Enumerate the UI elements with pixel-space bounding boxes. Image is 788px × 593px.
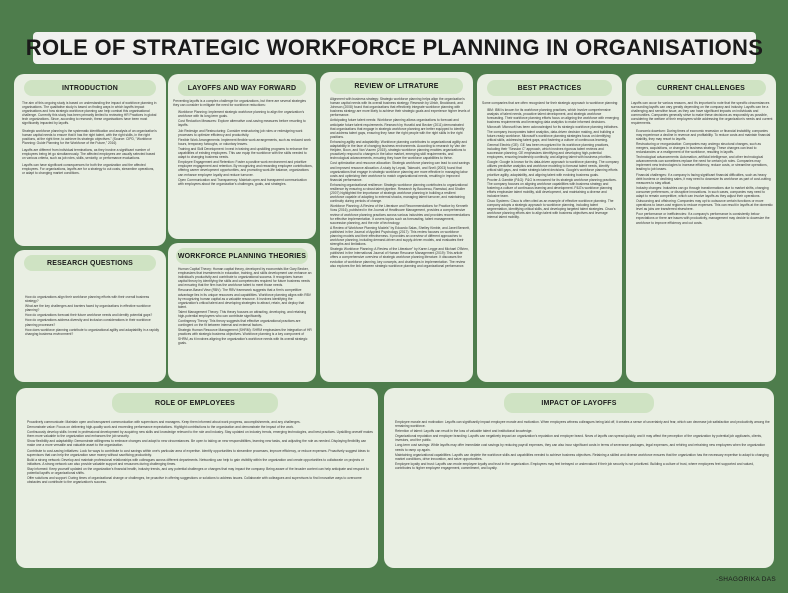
layoff-impact-item: • Long-term cost savings: While layoffs may offer immediate cost savings by reducing payroll expenses, they can also incur significant costs in terms of severance packages, legal expenses, and rehiring and retraining new employees when the organization needs to ramp up again. — [395, 443, 770, 451]
challenge-item: • Economic downturn: During times of economic recession or financial instability, companies may experience a decline in revenue and profitability. To reduce costs and maintain financial stability, they may resort to layoffs. — [636, 129, 773, 141]
literature-item: • Strategic Workforce Planning: A Review of the Literature" by Karen Legge and Michael O'Brien, published in the International Journal of Human Resource Management (2019): This article offers a comprehensive overview of strategic workforce planning literature. It discusses the evolution of workforce planning, key concepts, and challenges in implementation. The review also explores the link between strategic workforce planning and organizational performance. — [330, 247, 470, 267]
employee-role-item: • Proactively communicate: Maintain open and transparent communication with supervisors and managers. Keep them informed about work progress, accomplishments, and any challenges. — [27, 420, 374, 424]
challenge-item: • Poor performance or inefficiencies: If a company's performance is consistently below expectations or there are issues with productivity, management may decide to downsize the workforce to improve efficiency and cut costs. — [636, 212, 773, 224]
literature-item: • Enhancing organizational resilience: Strategic workforce planning contributes to organizational resilience by ensuring a robust talent pipeline. Research by Boudreau, Ramstad, and Shuller (2007) highlighted the importance of strategic workforce planning in building a resilient workforce capable of adapting to external shocks, managing talent turnover, and maintaining continuity during periods of change. — [330, 183, 470, 203]
employee-role-item: • Demonstrate value: Focus on delivering high-quality work and exceeding performance expectations. Highlight contributions to the organization and demonstrate the impact of the work. — [27, 425, 374, 429]
theory-item: • Talent Management Theory: This theory focuses on attracting, developing, and retaining high-potential employees who can contribute significantly. — [178, 310, 313, 318]
research-question: • How do organizations forecast their future workforce needs and identify potential gaps? — [25, 313, 160, 317]
introduction-paragraph: Strategic workforce planning is the systematic identification and analysis of an organization's human capital needs to ensure that it has the right talent, with the right skills, in the right positions, at the right time, to achieve its strategic objectives." (Source: CIPD, "Workforce Planning: Guide Planning for the Workforce of the Future," 2016) — [22, 128, 157, 145]
challenge-item: • Financial challenges: If a company is facing significant financial difficulties, such as heavy debt burdens or declining sales, it may need to downsize its workforce as part of cost-cutting measures to stay afloat. — [636, 173, 773, 185]
best-practice-item: • Microsoft: Microsoft has been acknowledged for its strategic workforce planning initiatives. The company incorporates talent analytics, data-driven decision making, and building a future-ready workforce. Microsoft's workforce planning strategies focus on identifying critical skills, addressing talent gaps, and fostering a culture of continuous learning. — [487, 125, 619, 141]
theory-item: • Human Capital Theory: Human capital theory, developed by economists like Gary Becker, emphasizes that investments in education, training, and skills development can enhance an individual's productivity and contribute to organizational success. It recognizes human capital theory by identifying the skills and competencies required for future business needs and ensuring that the firm has the workforce talent to meet those needs. — [178, 267, 313, 287]
layoff-impact-item: • Organizational reputation and employer branding: Layoffs can negatively impact an organization's reputation and employer brand. News of layoffs can spread quickly, and it may affect the perception of the organization by potential job applicants, clients, investors, and the public. — [395, 434, 770, 442]
current-challenges-panel — [626, 74, 776, 382]
employee-role-item: • Offer solutions and support: During times of organizational change or challenges, be proactive in offering suggestions or solutions to address issues. Collaborate with colleagues and supervisors to find innovative ways to overcome obstacles and contribute to the organization's success. — [27, 476, 374, 484]
layoff-strategy: • Workforce Planning: Implement strategic workforce planning to align the organization's workforce with its long-term goals. — [178, 110, 313, 118]
research-question: • What are the key challenges and barriers faced by organizations in effective workforce planning? — [25, 304, 160, 312]
research-questions-body — [20, 295, 160, 375]
role-of-employees-body — [22, 420, 374, 565]
literature-item: • Alignment with business strategy: Strategic workforce planning helps align the organization's human capital needs with its overall business strategy. Research by Ulrich, Brockbank, and Johnson (2008) found that organizations that effectively integrate workforce planning with business strategy are more likely to achieve their strategic goals and experience higher levels of performance. — [330, 97, 470, 117]
research-questions-panel — [14, 250, 166, 382]
theory-item: • Strategic Human Resource Management (SHRM): SHRM emphasizes the integration of HR practices with strategic business objectives. Workforce planning is a key component of SHRM, as it involves aligning the organization's workforce needs with its overall strategic goals. — [178, 328, 313, 344]
layoff-strategy: • Cost Reduction Measures: Explore alternative cost-saving measures before resorting to layoffs. — [178, 119, 313, 127]
best-practice-item: • IBM: IBM is known for its workforce planning practices, which involve comprehensive analysis of talent needs, proactive talent development, and strategic workforce forecasting. Their workforce planning efforts focus on aligning the workforce with emerging business requirements and leveraging data analytics to make informed decisions. — [487, 108, 619, 124]
impact-of-layoffs-body — [390, 420, 770, 565]
research-questions-heading: RESEARCH QUESTIONS — [24, 255, 156, 271]
employee-role-item: • Build a strong network: Develop and maintain professional relationships with colleagues across different departments. Networking can help to gain visibility within the organization and create opportunities to collaborate on projects or initiatives. A strong network can also provide valuable support and resources during challenging times. — [27, 458, 374, 466]
workforce-theories-heading: WORKFORCE PLANNING THEORIES — [176, 248, 308, 264]
employee-role-item: • Contribute to cost-saving initiatives: Look for ways to contribute to cost savings within one's particular area of expertise. Identify opportunities to streamline processes, improve efficiency, or reduce expenses. Proactively suggest ideas to supervisors that can help the organization save money without sacrificing productivity. — [27, 449, 374, 457]
best-practices-body — [482, 101, 619, 379]
theory-item: • Resource-Based View (RBV): The RBV framework suggests that a firm's competitive advantage lies in its unique resources and capabilities. Workforce planning aligns with RBV by recognizing human capital as a valuable resource. It involves identifying the organization's critical talent and developing strategies to attract, retain, and deploy that talent. — [178, 288, 313, 308]
literature-panel — [320, 72, 473, 382]
layoffs-way-forward-panel — [168, 74, 316, 239]
layoff-strategy: • Flexible Work Arrangements: Implement flexible work arrangements, such as reduced work hours, temporary furloughs, or voluntary leaves. — [178, 138, 313, 146]
best-practices-heading: BEST PRACTICES — [487, 80, 612, 96]
challenge-item: • Industry changes: Industries can go through transformations due to market shifts, changing consumer preferences, or disruptive innovations. In such cases, companies may need to adapt to remain competitive, which can involve layoffs as they adjust their operations. — [636, 186, 773, 198]
theory-item: • Contingency Theory: This theory suggests that effective organizational practices are contingent on the fit between internal and external factors. — [178, 319, 313, 327]
layoffs-way-forward-heading: LAYOFFS AND WAY FORWARD — [178, 80, 306, 96]
best-practice-item: • General Electric (GE): GE has been recognized for its workforce planning practices, including their "Session C" approach, which involves rigorous talent reviews and succession planning. GE emphasizes identifying and developing high-potential employees, ensuring leadership continuity, and aligning talent with business priorities. — [487, 143, 619, 159]
introduction-paragraph: The aim of this ongoing study is based on understanding the impact of workforce planning in organisations. The qualitative study is based on finding ways in which layoffs impact organisations and how strategic workforce planning can help combat this organisational challenge. Currently this study has been primarily limited to reviewing HR Practices in global tech organizations. Since, according to research, these organisations have been most significantly impacted by layoffs. — [22, 101, 157, 126]
layoff-impact-item: • Employee morale and motivation: Layoffs can significantly impact employee morale and motivation. When employees witness colleagues being laid off, it creates a sense of uncertainty and fear, which can decrease job satisfaction and productivity among the remaining workforce. — [395, 420, 770, 428]
poster-title: ROLE OF STRATEGIC WORKFORCE PLANNING IN ORGANISATIONS — [25, 35, 764, 60]
role-of-employees-heading: ROLE OF EMPLOYEES — [112, 393, 278, 413]
layoff-impact-item: • Retention of talent: Layoffs can result in the loss of valuable talent and institutional knowledge. — [395, 429, 770, 433]
introduction-panel — [14, 74, 166, 246]
workforce-theories-body — [173, 267, 313, 379]
literature-item: • A Review of Workforce Planning Models" by Eduardo Salas, Shelley Kimble, and Janet Bennett, published in the Journal of Applied Psychology (2017): This review focuses on workforce planning models and their effectiveness. It provides an overview of different approaches to workforce planning, including demand-driven and supply-driven models, and evaluates their strengths and limitations. — [330, 226, 470, 246]
literature-item: • Workforce Planning: A Review of the Literature and Recommendations for Practice by Kenneth Voss (2016), published in the Journal of Healthcare Management, provides a comprehensive review of workforce planning practices across various industries and provides recommendations for effective implementation. It covers topics such as forecasting, talent management, succession planning, and the role of technology. — [330, 204, 470, 224]
introduction-body — [22, 101, 158, 243]
best-practice-item: • Cisco Systems: Cisco is often cited as an example of effective workforce planning. The company adopts a strategic approach to workforce planning, including talent segmentation, identifying critical skills, and developing targeted talent strategies. Cisco's workforce planning efforts aim to align talent with business objectives and leverage internal talent mobility. — [487, 199, 619, 219]
current-challenges-body — [631, 101, 773, 379]
layoff-strategy: • Employee Engagement and Retention: Foster a positive work environment and prioritize employee engagement and retention. By recognizing and rewarding employee contributions, offering career development opportunities, and promoting work-life balance, organizations can enhance employee loyalty and reduce turnover. — [178, 160, 313, 176]
literature-item: • Cost optimization and resource allocation: Strategic workforce planning can lead to cost savings and improved resource allocation. A study by Lepak, Takeuchi, and Snell (2003) found that organizations that engage in strategic workforce planning are more effective in managing labor costs and optimizing their workforce to match organizational needs, resulting in improved financial performance. — [330, 161, 470, 181]
layoff-strategy: • Training and Skill Development: Invest in training and upskilling programs to enhance the capabilities of existing employees. This can equip the workforce with the skills needed to adapt to changing business needs. — [178, 147, 313, 159]
research-question: • How does workforce planning contribute to organizational agility and adaptability in a rapidly changing business environment? — [25, 328, 160, 336]
layoff-strategy: • Job Redesign and Restructuring: Consider restructuring job roles or redesigning work processes to optimize efficiency and productivity. — [178, 129, 313, 137]
literature-item: • Enhancing agility and adaptability: Workforce planning contributes to organizational agility and adaptability in the face of changing business environments. According to research by Van der Heijden, Boon, and Van Vuuren (2015), strategic workforce planning enables organizations to proactively respond to changes in the labor market, emerging skill requirements, and technological advancements, ensuring they have the workforce capabilities to thrive. — [330, 140, 470, 160]
research-question: • How do organizations address diversity and inclusion considerations in their workforce planning processes? — [25, 318, 160, 326]
literature-heading: REVIEW OF LITRATURE — [330, 78, 463, 94]
current-challenges-heading: CURRENT CHALLENGES — [636, 80, 766, 96]
layoffs-intro: Preventing layoffs is a complex challenge for organizations, but there are several strategies they can consider to mitigate the need for workforce reductions: — [173, 99, 306, 108]
employee-role-item: • Stay informed: Keep yourself updated on the organization's financial health, industry trends, and any potential challenges or changes that may impact the company. Being aware of the broader context can help anticipate and respond to potential layoffs or organizational shifts. — [27, 467, 374, 475]
employee-role-item: • Continuously develop skills: Invest in professional development by acquiring new skills and knowledge relevant to the role and industry. Stay updated on industry trends, emerging technologies, and best practices. Upskilling oneself makes them more valuable to the organization and enhances the job security. — [27, 430, 374, 438]
best-practice-item: • Google: Google is known for its data-driven approach to workforce planning. The company utilizes predictive analytics and workforce modeling to forecast talent needs, identify critical skill gaps, and make strategic talent decisions. Google's workforce planning efforts prioritize agility, adaptability, and aligning talent with evolving business goals. — [487, 160, 619, 176]
best-practices-intro: Some companies that are often recognized for their strategic approach to workforce planning: — [482, 101, 619, 105]
layoff-impact-item: • Employee loyalty and trust: Layoffs can erode employee loyalty and trust in the organization. Employees may feel betrayed or undervalued if their job security is not prioritized. Building a culture of trust, where employees feel supported and valued, contributes to higher employee engagement, commitment, and loyalty. — [395, 462, 770, 470]
title-bar — [25, 32, 764, 64]
introduction-heading: INTRODUCTION — [24, 80, 156, 96]
impact-of-layoffs-heading: IMPACT OF LAYOFFS — [504, 393, 654, 413]
impact-of-layoffs-panel — [384, 388, 774, 568]
introduction-paragraph: Layoffs can have significant consequences for both the organization and the affected employees. For organizations, layoffs are for a strategy to cut costs, streamline operations, or adapt to changing market conditions. — [22, 163, 155, 176]
best-practice-item: • Procter & Gamble (P&G): P&G is renowned for its strategic workforce planning practices. The company focuses on aligning workforce capabilities with business strategy and fostering a culture of continuous learning and development. P&G's workforce planning efforts emphasize talent mobility, skill development, and maintaining a diverse and inclusive team. — [487, 178, 619, 198]
best-practices-panel — [477, 74, 622, 382]
challenge-item: • Outsourcing and offshoring: Companies may opt to outsource certain functions or move operations to lower-cost regions to reduce expenses. This can result in layoffs at the domestic level as jobs are transferred elsewhere. — [636, 199, 773, 211]
employee-role-item: • Show flexibility and adaptability: Demonstrate willingness to embrace changes and adapt to new circumstances. Be open to taking on new responsibilities, learning new tasks, and adjusting the role as needed. Displaying flexibility can make one a more versatile and valuable asset to the organization. — [27, 439, 374, 447]
layoff-strategy: • Open Communication and Transparency: Maintain open and transparent communication with employees about the organization's challenges, goals, and strategies. — [178, 178, 313, 186]
layoff-impact-item: • Maintaining organizational capabilities: Layoffs can deplete the workforce skills and capabilities needed to achieve business objectives. Retaining a skilled and diverse workforce ensures that the organization has the necessary expertise to adapt to changing market conditions, drive innovation, and seize opportunities. — [395, 453, 770, 461]
layoffs-way-forward-body — [173, 99, 313, 236]
author-signature: -SHAGORIKA DAS — [716, 576, 776, 583]
literature-item: • Anticipating future talent needs: Workforce planning allows organizations to forecast and anticipate future talent requirements. Research by Huselid and Becker (2011) demonstrated that organizations that engage in strategic workforce planning are better equipped to identify and address talent gaps, ensuring they have the right people with the right skills in the right positions. — [330, 118, 470, 138]
literature-body — [325, 97, 470, 379]
role-of-employees-panel — [16, 388, 378, 568]
challenge-item: • Technological advancements: Automation, artificial intelligence, and other technological advancements can sometimes replace the need for certain job roles. Companies may implement new technologies to increase efficiency, reduce costs, or streamline operations, leading to job losses. — [636, 155, 773, 171]
challenge-item: • Restructuring or reorganization: Companies may undergo structural changes, such as mergers, acquisitions, or changes in business strategy. These changes can lead to redundancies or a realignment of the workforce, resulting in layoffs. — [636, 142, 773, 154]
research-question: • How do organizations align their workforce planning efforts with their overall business strategy? — [25, 295, 160, 303]
current-challenges-intro: Layoffs can occur for various reasons, and it's important to note that the specific circumstances surrounding layoffs can vary greatly depending on the company and industry. Layoffs can be a challenging and sensitive issue, as they can have significant impacts on individuals and communities. Companies generally strive to make these decisions as responsibly as possible, considering the welfare of their employees while addressing the organization's needs and current requirements. — [631, 101, 773, 126]
workforce-theories-panel — [168, 243, 316, 382]
introduction-paragraph: Layoffs are different from individual terminations, as they involve a significant number of employees being let go simultaneously. The affected employees are usually selected based on various criteria, such as job roles, skills, seniority, or performance evaluations. — [22, 147, 156, 161]
